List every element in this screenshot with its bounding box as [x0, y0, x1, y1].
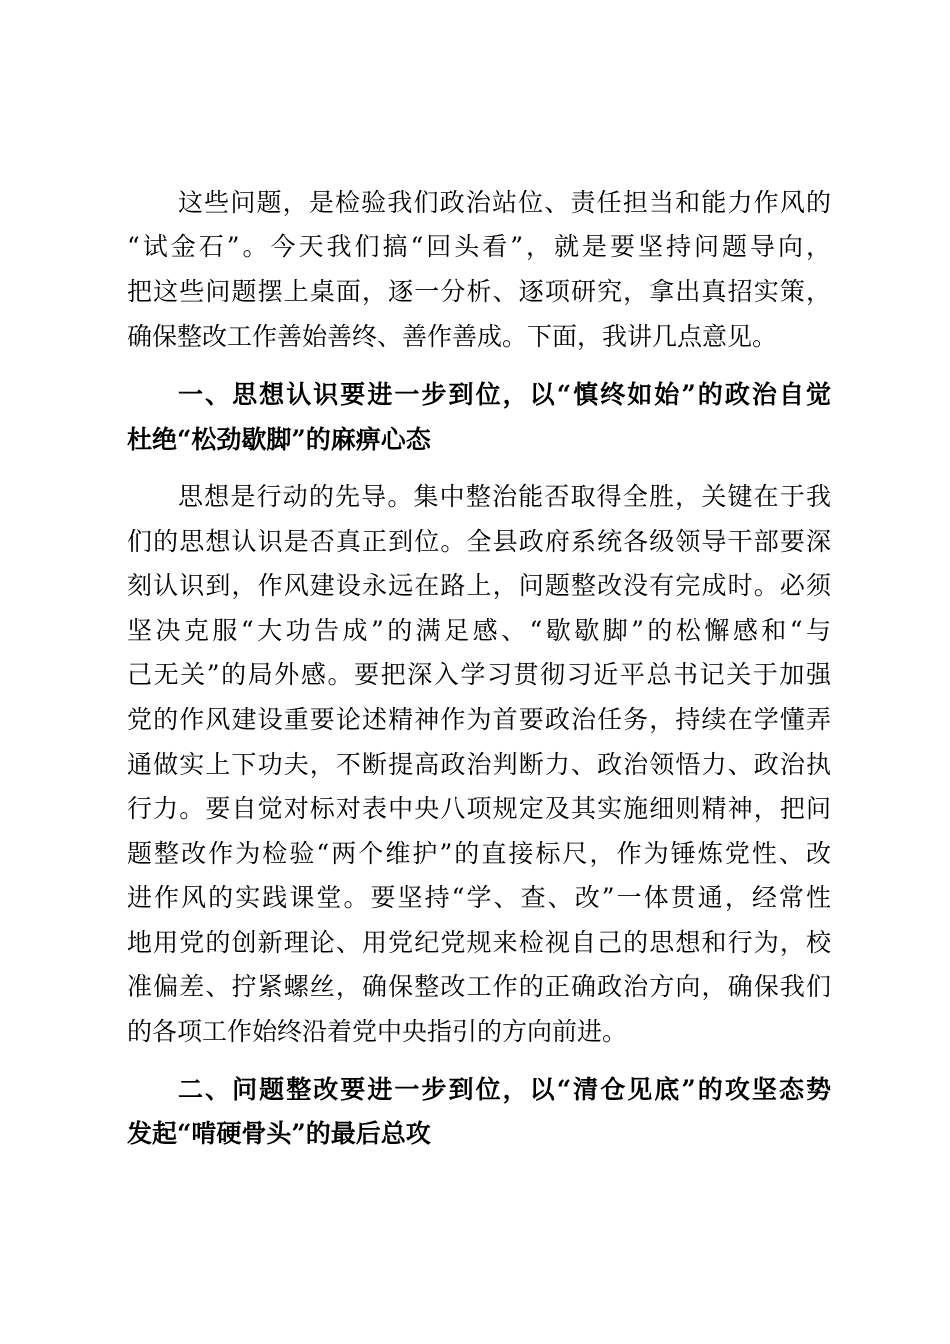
- text-line: 通做实上下功夫，不断提高政治判断力、政治领悟力、政治执: [127, 750, 831, 779]
- text-line: 把这些问题摆上桌面，逐一分析、逐项研究，拿出真招实策，: [127, 277, 831, 306]
- text-line: 党的作风建设重要论述精神作为首要政治任务，持续在学懂弄: [127, 705, 831, 734]
- text-line: 的各项工作始终沿着党中央指引的方向前进。: [127, 1017, 628, 1046]
- text-line: 题整改作为检验“两个维护”的直接标尺，作为锤炼党性、改: [127, 839, 831, 868]
- text-line: 进作风的实践课堂。要坚持“学、查、改”一体贯通，经常性: [127, 883, 831, 912]
- text-line: 坚决克服“大功告成”的满足感、“歇歇脚”的松懈感和“与: [127, 616, 831, 645]
- text-line: 行力。要自觉对标对表中央八项规定及其实施细则精神，把问: [127, 794, 831, 823]
- text-line: 确保整改工作善始善终、善作善成。下面，我讲几点意见。: [127, 322, 778, 351]
- heading-line: 发起“啃硬骨头”的最后总攻: [127, 1119, 431, 1148]
- text-line: 这些问题，是检验我们政治站位、责任担当和能力作风的: [178, 188, 831, 217]
- text-line: 己无关”的局外感。要把深入学习贯彻习近平总书记关于加强: [127, 660, 831, 689]
- text-line: “试金石”。今天我们搞“回头看”，就是要坚持问题导向，: [127, 232, 831, 261]
- text-line: 准偏差、拧紧螺丝，确保整改工作的正确政治方向，确保我们: [127, 972, 831, 1001]
- text-line: 地用党的创新理论、用党纪党规来检视自己的思想和行为，校: [127, 928, 831, 957]
- text-line: 思想是行动的先导。集中整治能否取得全胜，关键在于我: [178, 482, 831, 511]
- heading-line: 一、思想认识要进一步到位，以“慎终如始”的政治自觉: [178, 380, 831, 409]
- text-line: 刻认识到，作风建设永远在路上，问题整改没有完成时。必须: [127, 571, 831, 600]
- heading-line: 二、问题整改要进一步到位，以“清仓见底”的攻坚态势: [178, 1075, 831, 1104]
- text-line: 们的思想认识是否真正到位。全县政府系统各级领导干部要深: [127, 527, 831, 556]
- heading-line: 杜绝“松劲歇脚”的麻痹心态: [127, 425, 431, 454]
